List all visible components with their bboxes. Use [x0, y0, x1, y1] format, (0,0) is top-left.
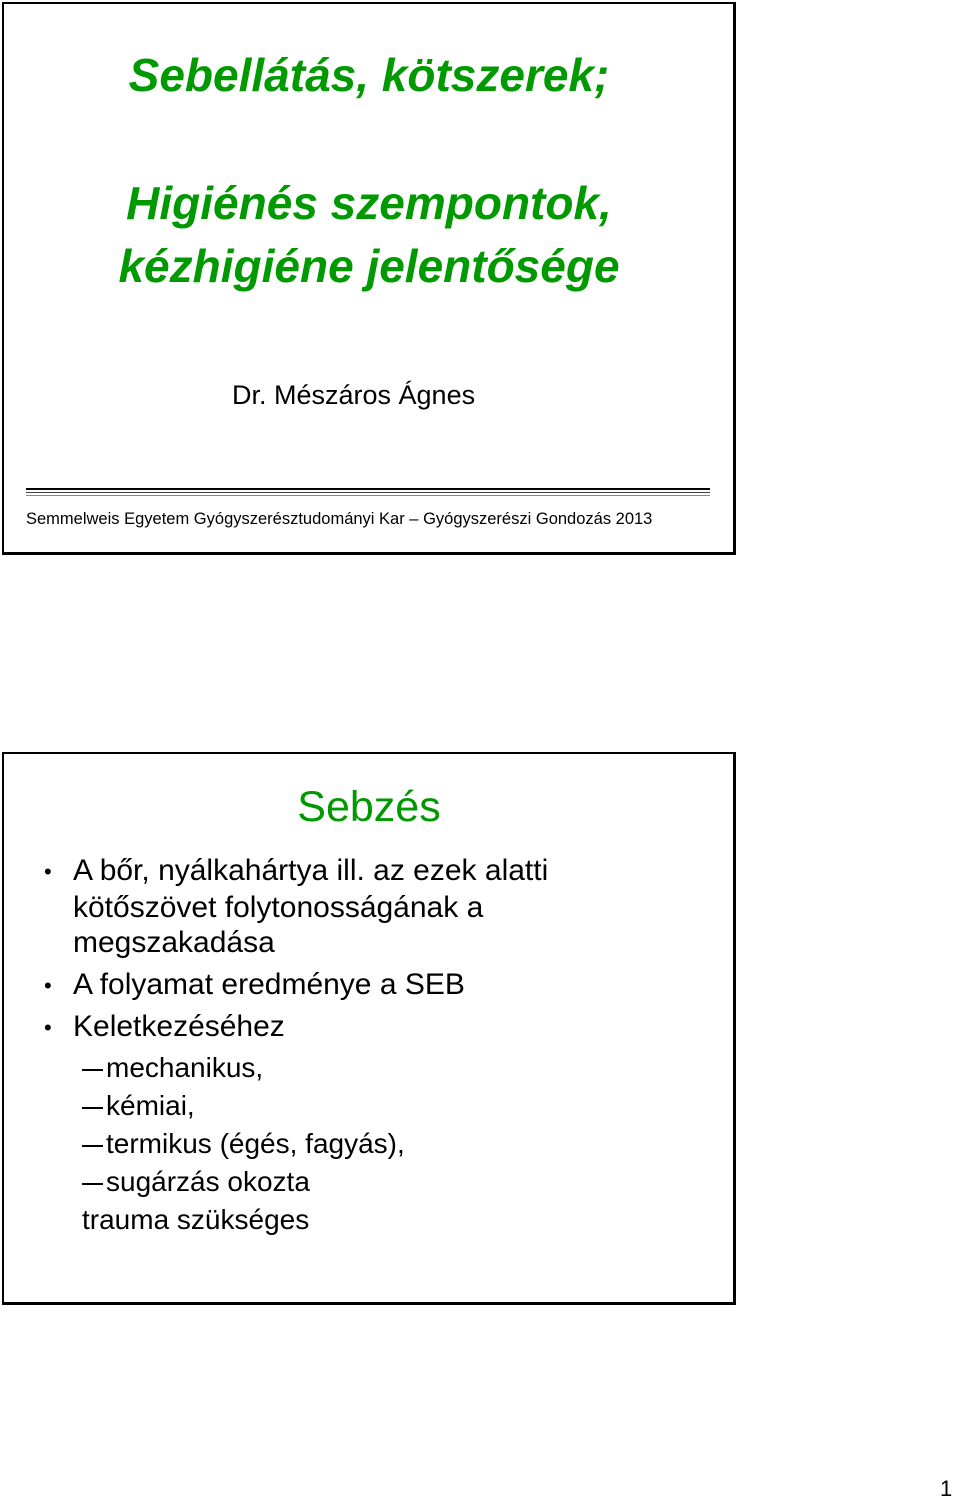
bullet-1-line-1: A bőr, nyálkahártya ill. az ezek alatti — [73, 854, 549, 887]
sub-item-dash — [82, 1183, 103, 1185]
sub-item-2: kémiai, — [106, 1090, 195, 1121]
trailing-text: trauma szükséges — [82, 1204, 310, 1235]
sub-item-dash — [82, 1069, 103, 1071]
footer-divider-3 — [26, 495, 710, 496]
sub-item-3: termikus (égés, fagyás), — [106, 1128, 405, 1159]
slide-1-footer: Semmelweis Egyetem Gyógyszerésztudományi Kar – Gyógyszerészi Gondozás 2013 — [26, 510, 653, 528]
bullet-2: A folyamat eredménye a SEB — [73, 968, 465, 1001]
slide-2-title: Sebzés — [297, 783, 441, 831]
bullet-marker-1: • — [44, 859, 52, 884]
slide-1-subtitle-line-2: kézhigiéne jelentősége — [118, 240, 620, 292]
footer-divider — [26, 488, 710, 490]
bullet-1-line-2: kötőszövet folytonosságának a — [73, 891, 484, 924]
author-name: Dr. Mészáros Ágnes — [232, 380, 476, 410]
slide-1-title: Sebellátás, kötszerek; — [128, 49, 610, 101]
bullet-marker-3: • — [44, 1015, 52, 1040]
sub-item-dash — [82, 1107, 103, 1109]
page-number: 1 — [940, 1476, 953, 1501]
sub-item-dash — [82, 1145, 103, 1147]
bullet-3: Keletkezéséhez — [73, 1010, 285, 1043]
bullet-1-line-3: megszakadása — [73, 926, 275, 959]
footer-divider-2 — [26, 492, 710, 493]
sub-item-4: sugárzás okozta — [106, 1166, 310, 1197]
bullet-marker-2: • — [44, 973, 52, 998]
slide-1-subtitle-line-1: Higiénés szempontok, — [126, 177, 612, 229]
sub-item-1: mechanikus, — [106, 1052, 264, 1083]
